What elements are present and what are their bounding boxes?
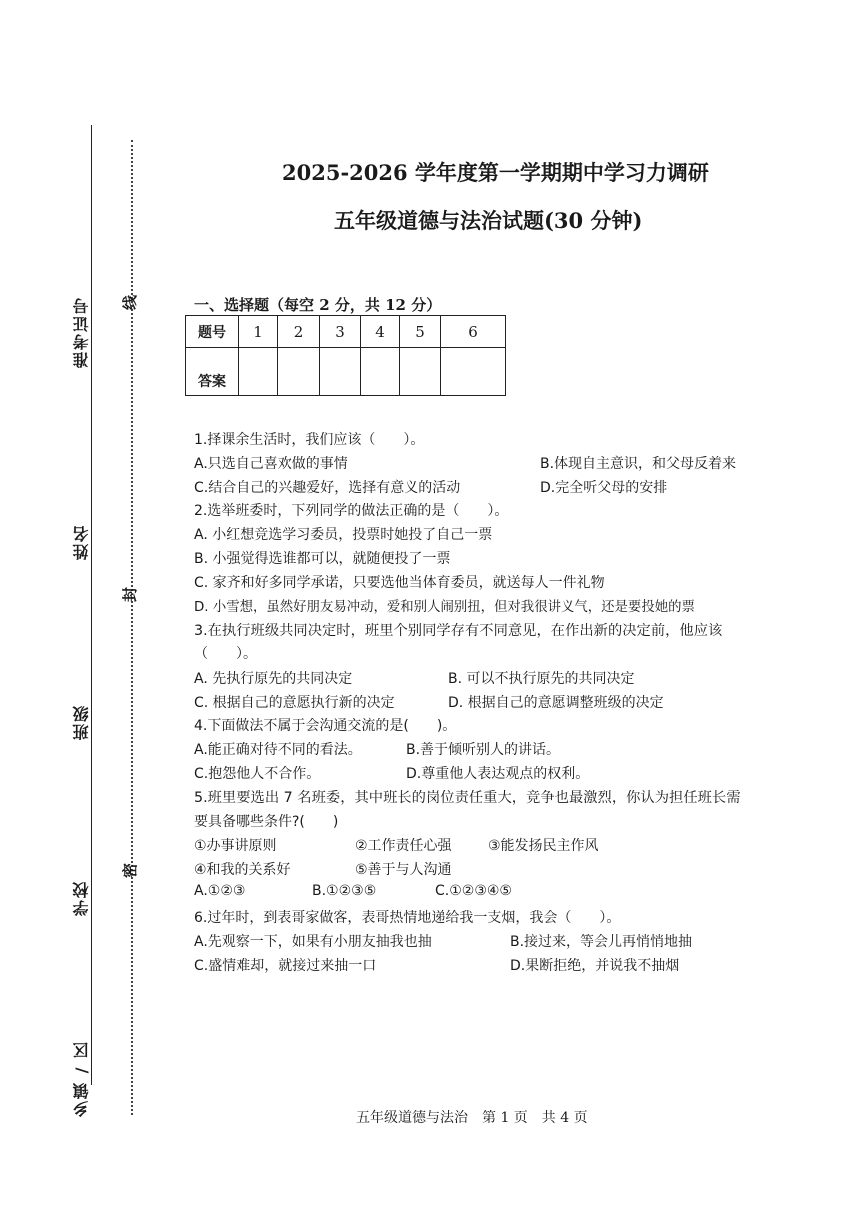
answer-cell[interactable] xyxy=(400,348,441,396)
question-2-option-d: D. 小雪想，虽然好朋友易冲动，爱和别人闹别扭，但对我很讲义气，还是要投她的票 xyxy=(194,600,695,615)
question-6-option-b: B.接过来，等会儿再悄悄地抽 xyxy=(510,934,693,950)
answer-table xyxy=(185,315,506,396)
question-number-cell: 5 xyxy=(400,316,441,348)
exam-subtitle: 五年级道德与法治试题(30 分钟) xyxy=(334,208,643,233)
answer-cell[interactable] xyxy=(239,348,278,396)
question-5-condition-3: ③能发扬民主作风 xyxy=(488,838,599,854)
class-field-label: 班级 xyxy=(72,704,91,740)
question-5-condition-5: ⑤善于与人沟通 xyxy=(355,862,452,878)
question-number-cell: 2 xyxy=(278,316,320,348)
seal-dotted-line xyxy=(131,140,133,1115)
question-5-stem: 5.班里要选出 7 名班委，其中班长的岗位责任重大，竞争也最激烈，你认为担任班长需 xyxy=(194,790,741,806)
question-4-option-a: A.能正确对待不同的看法。 xyxy=(194,742,362,758)
answer-cell[interactable] xyxy=(278,348,320,396)
table-header-cell: 答案 xyxy=(186,348,239,396)
question-3-stem-continued: （ ）。 xyxy=(194,646,257,662)
section-heading: 一、选择题（每空 2 分，共 12 分） xyxy=(194,296,442,314)
answer-cell[interactable] xyxy=(441,348,506,396)
question-5-option-b: B.①②③⑤ xyxy=(312,883,377,899)
question-5-option-c: C.①②③④⑤ xyxy=(435,883,512,899)
exam-number-field-label: 准考证号 xyxy=(72,296,91,368)
seal-mark-line: 线 xyxy=(121,294,140,311)
question-5-option-a: A.①②③ xyxy=(194,883,246,899)
question-2-option-b: B. 小强觉得选谁都可以，就随便投了一票 xyxy=(194,551,451,567)
question-2-option-a: A. 小红想竞选学习委员，投票时她投了自己一票 xyxy=(194,527,493,543)
table-row xyxy=(186,348,506,396)
table-row xyxy=(186,316,506,348)
question-1-option-c: C.结合自己的兴趣爱好，选择有意义的活动 xyxy=(194,480,461,496)
question-4-option-c: C.抱怨他人不合作。 xyxy=(194,766,321,782)
question-1-option-a: A.只选自己喜欢做的事情 xyxy=(194,456,348,472)
question-3-option-c: C. 根据自己的意愿执行新的决定 xyxy=(194,695,395,711)
question-6-stem: 6.过年时，到表哥家做客，表哥热情地递给我一支烟，我会（ ）。 xyxy=(194,910,621,926)
seal-mark-seal: 封 xyxy=(121,586,140,603)
question-number-cell: 1 xyxy=(239,316,278,348)
table-header-cell: 题号 xyxy=(186,316,239,348)
question-6-option-a: A.先观察一下，如果有小朋友抽我也抽 xyxy=(194,934,432,950)
question-3-option-a: A. 先执行原先的共同决定 xyxy=(194,671,353,687)
question-6-option-c: C.盛情难却，就接过来抽一口 xyxy=(194,958,377,974)
question-2-stem: 2.选举班委时，下列同学的做法正确的是（ ）。 xyxy=(194,503,509,519)
binding-line xyxy=(91,125,92,1085)
question-5-condition-2: ②工作责任心强 xyxy=(355,838,452,854)
answer-cell[interactable] xyxy=(361,348,400,396)
question-2-option-c: C. 家齐和好多同学承诺，只要选他当体育委员，就送每人一件礼物 xyxy=(194,575,605,591)
question-1-option-b: B.体现自主意识，和父母反着来 xyxy=(540,456,737,472)
question-1-option-d: D.完全听父母的安排 xyxy=(540,480,668,496)
page-footer: 五年级道德与法治 第 1 页 共 4 页 xyxy=(356,1110,588,1126)
question-number-cell: 6 xyxy=(441,316,506,348)
exam-title: 2025-2026 学年度第一学期期中学习力调研 xyxy=(282,160,709,185)
question-4-option-d: D.尊重他人表达观点的权利。 xyxy=(406,766,590,782)
township-field-label: 乡镇 / 区 xyxy=(72,1040,91,1117)
school-field-label: 学校 xyxy=(72,880,91,916)
question-number-cell: 4 xyxy=(361,316,400,348)
question-3-option-d: D. 根据自己的意愿调整班级的决定 xyxy=(448,695,664,711)
question-3-option-b: B. 可以不执行原先的共同决定 xyxy=(448,671,635,687)
question-1-stem: 1.择课余生活时，我们应该（ ）。 xyxy=(194,432,425,448)
question-5-condition-4: ④和我的关系好 xyxy=(194,862,291,878)
question-number-cell: 3 xyxy=(320,316,361,348)
name-field-label: 姓名 xyxy=(72,524,91,560)
seal-mark-secret: 密 xyxy=(121,862,140,879)
question-4-stem: 4.下面做法不属于会沟通交流的是( )。 xyxy=(194,718,457,734)
question-6-option-d: D.果断拒绝，并说我不抽烟 xyxy=(510,958,680,974)
question-4-option-b: B.善于倾听别人的讲话。 xyxy=(406,742,561,758)
question-5-stem-continued: 要具备哪些条件?( ) xyxy=(194,814,339,830)
question-5-condition-1: ①办事讲原则 xyxy=(194,838,277,854)
question-3-stem: 3.在执行班级共同决定时，班里个别同学存有不同意见，在作出新的决定前，他应该 xyxy=(194,623,723,639)
answer-cell[interactable] xyxy=(320,348,361,396)
